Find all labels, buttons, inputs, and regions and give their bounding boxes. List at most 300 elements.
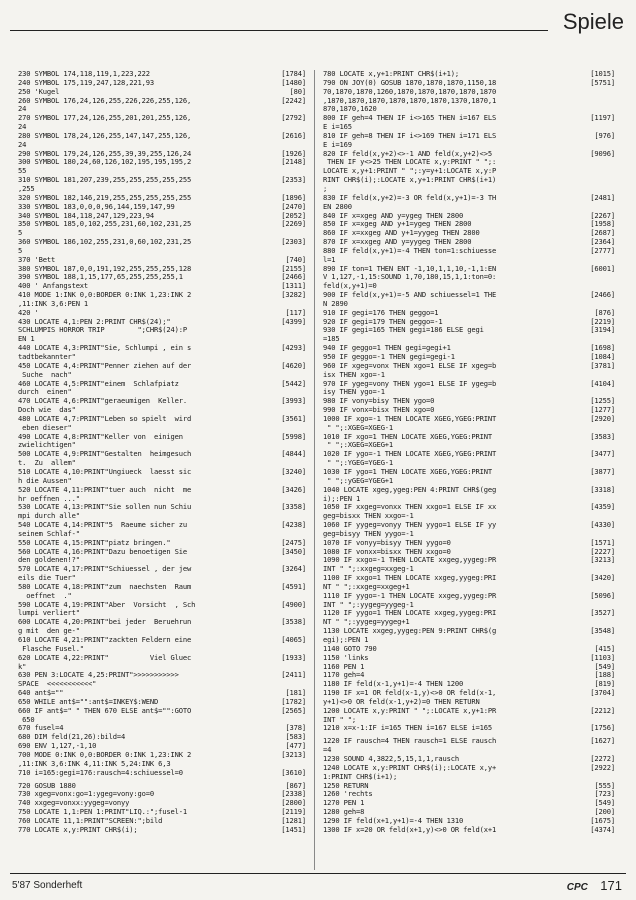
code-text: INT " "; [323, 715, 356, 724]
header-rule [10, 30, 548, 31]
checksum: [1896] [281, 193, 306, 202]
checksum: [1084] [590, 353, 615, 361]
checksum: [3527] [590, 609, 615, 618]
code-line [323, 486, 615, 495]
code-text: 570 LOCATE 4,17:PRINT"Schiuessel , der jew [18, 565, 192, 574]
code-line [18, 265, 306, 274]
code-line [323, 371, 615, 380]
code-text: 1190 IF x=1 OR feld(x-1,y)<>0 OR feld(x-1, [323, 689, 497, 698]
code-line [18, 256, 306, 265]
code-text: 440 LOCATE 4,3:PRINT"Sie, Schlumpi , ein s [18, 344, 192, 353]
checksum: [4591] [281, 582, 306, 591]
code-text: 490 LOCATE 4,8:PRINT"Keller von einigen [18, 432, 183, 441]
checksum: [188] [594, 671, 615, 680]
code-line [323, 70, 615, 79]
code-line [323, 671, 615, 680]
code-line [18, 565, 306, 574]
code-text: l=1 [323, 255, 336, 264]
checksum: [1926] [281, 149, 306, 158]
checksum: [1311] [281, 282, 306, 291]
checksum: [200] [594, 808, 615, 817]
code-text: " ";:YGEG=YGEG-1 [323, 459, 394, 468]
code-line [18, 247, 306, 256]
code-line [323, 282, 615, 291]
code-line [323, 326, 615, 335]
checksum: [3781] [590, 361, 615, 370]
page-footer-right [567, 877, 622, 895]
code-line [323, 176, 615, 185]
code-line [323, 256, 615, 265]
code-text: 1120 IF yygo=1 THEN LOCATE xxgeg,yygeg:PRI [323, 609, 497, 618]
checksum: [1197] [590, 114, 615, 123]
code-line [323, 680, 615, 689]
code-text: k" [18, 662, 27, 671]
checksum: [2466] [281, 273, 306, 282]
code-text: 5 [18, 246, 23, 255]
code-text: 770 LOCATE x,y:PRINT CHR$(i); [18, 825, 138, 834]
checksum: [2475] [281, 538, 306, 547]
code-text: isx THEN xgo=-1 [323, 370, 385, 379]
code-line [18, 212, 306, 221]
code-text: 970 IF ygeg=vony THEN ygo=1 ELSE IF ygeg=b [323, 379, 497, 388]
code-text: 1180 IF feld(x-1,y+1)=-4 THEN 1200 [323, 680, 464, 689]
code-line [323, 380, 615, 389]
code-line [18, 97, 306, 106]
code-line [323, 782, 615, 791]
code-line [18, 105, 306, 114]
code-line [323, 300, 615, 309]
code-text: 640 ant$="" [18, 689, 64, 698]
checksum: [4238] [281, 521, 306, 530]
code-line [323, 773, 615, 782]
code-line [18, 601, 306, 610]
code-line [323, 185, 615, 194]
code-text: 1230 SOUND 4,3822,5,15,1,1,rausch [323, 754, 459, 763]
code-line [18, 556, 306, 565]
code-text: 1070 IF vonyy=bisyy THEN yygo=0 [323, 538, 451, 547]
checksum: [2119] [281, 808, 306, 817]
code-line [323, 318, 615, 327]
code-text: 600 LOCATE 4,20:PRINT"bei jeder Beruehrun [18, 618, 192, 627]
code-text: 250 'Kugel [18, 87, 60, 96]
code-text: 1050 IF xxgeg=vonxx THEN xxgo=1 ELSE IF xx [323, 503, 497, 512]
code-line [323, 424, 615, 433]
code-line [18, 548, 306, 557]
code-text: 580 LOCATE 4,18:PRINT"zum naechsten Raum [18, 582, 192, 591]
code-text: 480 LOCATE 4,7:PRINT"Leben so spielt wird [18, 414, 192, 423]
code-text: 330 SYMBOL 183,0,0,0,96,144,159,147,99 [18, 202, 175, 211]
code-text: EN 2800 [323, 202, 352, 211]
code-text: Doch wie das" [18, 406, 76, 415]
code-line [323, 220, 615, 229]
code-line [323, 636, 615, 645]
checksum: [3194] [590, 326, 615, 335]
code-text: durch einen" [18, 388, 72, 397]
checksum: [2242] [281, 96, 306, 105]
code-text: 670 fusel=4 [18, 724, 64, 733]
checksum: [1571] [590, 538, 615, 547]
code-text: 1290 IF feld(x+1,y+1)=-4 THEN 1310 [323, 816, 464, 825]
code-line [18, 609, 306, 618]
code-text: NT " ";:xxgeg=xxgeg+1 [323, 582, 410, 591]
code-text: 1300 IF x=20 OR feld(x+1,y)<>0 OR feld(x+1 [323, 825, 497, 834]
code-line [323, 583, 615, 592]
code-line [18, 238, 306, 247]
code-line [323, 654, 615, 663]
code-text: den goldenen!?" [18, 556, 80, 565]
code-text: 460 LOCATE 4,5:PRINT"einem Schlafpiatz [18, 379, 179, 388]
code-line [18, 799, 306, 808]
code-text: 650 WHILE ant$="":ant$=INKEY$:WEND [18, 697, 159, 706]
code-line [323, 167, 615, 176]
code-line [323, 592, 615, 601]
code-text: 430 LOCATE 4,1:PEN 2:PRINT CHR$(24);" [18, 317, 171, 326]
code-text: ,11:INK 3,6:PEN 1 [18, 299, 89, 308]
code-text: 620 LOCATE 4,22:PRINT" Viel Gluec [18, 653, 192, 662]
code-text: 550 LOCATE 4,15:PRINT"piatz bringen." [18, 538, 171, 547]
code-line [18, 123, 306, 132]
checksum: [1281] [281, 816, 306, 825]
code-line [18, 318, 306, 327]
code-line [323, 229, 615, 238]
code-text: 400 ' Anfangstext [18, 282, 89, 291]
code-text: 300 SYMBOL 180,24,60,126,102,195,195,195,2 [18, 158, 192, 167]
code-line [323, 203, 615, 212]
code-text: y+1)<>0 OR feld(x-1,y+2)=0 THEN RETURN [323, 697, 480, 706]
code-line [18, 344, 306, 353]
checksum: [3561] [281, 414, 306, 423]
code-line [323, 344, 615, 353]
code-text: 1080 IF vonxx=bisxx THEN xxgo=0 [323, 547, 451, 556]
checksum: [583] [285, 733, 306, 742]
checksum: [2052] [281, 211, 306, 220]
code-line [323, 512, 615, 521]
code-line [18, 627, 306, 636]
code-text: 1030 IF ygo=1 THEN LOCATE XGEG,YGEG:PRINT [323, 467, 492, 476]
code-line [18, 185, 306, 194]
code-line [323, 141, 615, 150]
checksum: [2565] [281, 706, 306, 715]
code-text: 880 IF feld(x,y+1)=-4 THEN ton=1:schiuesse [323, 246, 497, 255]
code-line [18, 70, 306, 79]
code-text: SCHLUMPIS HORROR TRIP ";CHR$(24):P [18, 326, 187, 335]
code-text: RINT CHR$(i);:LOCATE x,y+1:PRINT CHR$(i+1) [323, 176, 497, 185]
checksum: [5096] [590, 591, 615, 600]
checksum: [2269] [281, 220, 306, 229]
section-title: Spiele [562, 9, 624, 34]
code-line [18, 742, 306, 751]
code-text: 1110 IF yygo=-1 THEN LOCATE xxgeg,yygeg:PR [323, 591, 497, 600]
code-line [323, 388, 615, 397]
checksum: [3993] [281, 397, 306, 406]
code-text: mpi durch alle" [18, 512, 80, 521]
code-text: 530 LOCATE 4,13:PRINT"Sie sollen nun Schiu [18, 503, 192, 512]
checksum: [5442] [281, 379, 306, 388]
code-line [323, 433, 615, 442]
code-text: 870,1870,1620 [323, 105, 377, 114]
code-line [18, 808, 306, 817]
code-text: 1150 'links [323, 653, 369, 662]
code-line [18, 309, 306, 318]
code-text: 1000 IF xgo=-1 THEN LOCATE XGEG,YGEG:PRINT [323, 414, 497, 423]
checksum: [1015] [590, 70, 615, 78]
code-text: 590 LOCATE 4,19:PRINT"Aber Vorsicht , Sch [18, 600, 196, 609]
code-text: 420 ' [18, 308, 39, 317]
code-line [18, 114, 306, 123]
code-line [18, 716, 306, 725]
checksum: [4065] [281, 636, 306, 644]
code-text: 890 IF ton=1 THEN ENT -1,10,1,1,10,-1,1:EN [323, 264, 497, 273]
code-line [323, 247, 615, 256]
code-text: LOCATE x,y+1:PRINT " ";:y=y+1:LOCATE x,y:P [323, 167, 497, 176]
code-text: 790 ON JOY(0) GOSUB 1870,1870,1870,1150,18 [323, 78, 497, 87]
code-line [323, 716, 615, 725]
code-text: eils die Tuer" [18, 574, 76, 583]
code-text: 560 LOCATE 4,16:PRINT"Dazu benoetigen Sie [18, 547, 187, 556]
code-text: t. Zu allem" [18, 459, 76, 468]
checksum: [477] [285, 742, 306, 751]
code-text: =185 [323, 335, 340, 344]
checksum: [2148] [281, 158, 306, 167]
code-line [323, 530, 615, 539]
code-line [18, 300, 306, 309]
code-line [323, 548, 615, 557]
code-line [18, 733, 306, 742]
code-line [18, 477, 306, 486]
code-line [18, 229, 306, 238]
code-line [18, 282, 306, 291]
code-text: E i=165 [323, 123, 352, 132]
checksum: [3548] [590, 627, 615, 636]
checksum: [2155] [281, 264, 306, 273]
code-text: eben dieser" [18, 423, 72, 432]
checksum: [2800] [281, 799, 306, 808]
code-line [323, 574, 615, 583]
code-text: 960 IF xgeg=vonx THEN xgo=1 ELSE IF xgeg=b [323, 361, 497, 370]
code-line [18, 406, 306, 415]
code-text: 690 ENV 1,127,-1,10 [18, 742, 97, 751]
code-line [323, 790, 615, 799]
checksum: [2353] [281, 176, 306, 185]
checksum: [3420] [590, 574, 615, 583]
code-text: 680 DIM feld(21,26):bild=4 [18, 733, 126, 742]
checksum: [2267] [590, 211, 615, 220]
code-line [323, 556, 615, 565]
edition-label: 5'87 Sonderheft [12, 880, 83, 891]
code-text: 1260 'rechts [323, 790, 373, 799]
code-text: 1220 IF rausch=4 THEN rausch=1 ELSE rausch [323, 737, 497, 746]
code-text: 810 IF geh=8 THEN IF i<>169 THEN i=171 ELS [323, 131, 497, 140]
code-line [323, 755, 615, 764]
code-line [18, 760, 306, 769]
code-line [18, 388, 306, 397]
code-line [323, 808, 615, 817]
code-line [18, 424, 306, 433]
code-line [323, 406, 615, 415]
code-line [18, 539, 306, 548]
code-text: geg=bisyy THEN yygo=-1 [323, 529, 414, 538]
code-line [323, 737, 615, 746]
code-line [18, 583, 306, 592]
code-text: 270 SYMBOL 177,24,126,255,201,201,255,126, [18, 114, 192, 123]
code-line [18, 468, 306, 477]
code-line [323, 309, 615, 318]
code-line [18, 79, 306, 88]
code-text: 1020 IF ygo=-1 THEN LOCATE XGEG,YGEG:PRINT [323, 450, 497, 459]
code-line [323, 265, 615, 274]
checksum: [4399] [281, 317, 306, 326]
checksum: [819] [594, 680, 615, 689]
code-text: Suche nach" [18, 370, 72, 379]
checksum: [740] [285, 255, 306, 264]
code-text: 1100 IF xxgo=1 THEN LOCATE xxgeg,yygeg:PRI [323, 574, 497, 583]
code-text: N 2890 [323, 299, 348, 308]
code-text: V 1,127,-1,15:SOUND 1,70,180,15,1,1:ton=0: [323, 273, 497, 282]
code-line [18, 486, 306, 495]
checksum: [1255] [590, 397, 615, 406]
checksum: [80] [289, 87, 306, 96]
code-line [18, 291, 306, 300]
code-line [323, 698, 615, 707]
code-text: 850 IF x=xgeg AND y+1=ygeg THEN 2800 [323, 220, 472, 229]
code-text: " ";:yGEG=YGEG+1 [323, 476, 394, 485]
code-text: seinem Schlaf-" [18, 529, 80, 538]
code-text: 520 LOCATE 4,11:PRINT"tuer auch nicht me [18, 485, 192, 494]
code-text: 290 SYMBOL 179,24,126,255,39,39,255,126,24 [18, 149, 192, 158]
code-text: 660 IF ant$=" " THEN 670 ELSE ant$="":GOTO [18, 706, 192, 715]
code-line [18, 353, 306, 362]
code-line [18, 150, 306, 159]
code-line [18, 415, 306, 424]
checksum: [3450] [281, 547, 306, 556]
code-text: 1060 IF yygeg=vonyy THEN yygo=1 ELSE IF yy [323, 521, 497, 530]
checksum: [1675] [590, 816, 615, 825]
checksum: [549] [594, 662, 615, 671]
code-line [18, 88, 306, 97]
code-line [323, 114, 615, 123]
code-text: 840 IF x=xgeg AND y=ygeg THEN 2800 [323, 211, 464, 220]
code-line [323, 724, 615, 733]
code-line [323, 627, 615, 636]
checksum: [4330] [590, 521, 615, 530]
code-text: 340 SYMBOL 184,118,247,129,223,94 [18, 211, 154, 220]
code-line [18, 826, 306, 835]
checksum: [1480] [281, 78, 306, 87]
code-text: isy THEN ygo=-1 [323, 388, 385, 397]
code-text: 980 IF vony=bisy THEN ygo=0 [323, 397, 435, 406]
code-text: INT " ";:xxgeg=xxgeg-1 [323, 565, 414, 574]
code-line [323, 799, 615, 808]
code-line [18, 521, 306, 530]
code-text: 950 IF geggo=-1 THEN gegi=gegi-1 [323, 353, 455, 361]
code-line [18, 176, 306, 185]
code-text: EN 1 [18, 335, 35, 344]
code-text: 230 SYMBOL 174,118,119,1,223,222 [18, 70, 150, 78]
code-line [323, 468, 615, 477]
code-text: egi);:PEN 1 [323, 636, 369, 644]
code-text: 70,1870,1870,1260,1870,1870,1870,1870,1870 [323, 87, 497, 96]
code-line [18, 167, 306, 176]
code-line [18, 592, 306, 601]
code-line [18, 512, 306, 521]
page-number: 171 [600, 878, 622, 893]
code-text: 470 LOCATE 4,6:PRINT"geraeumigen Keller. [18, 397, 187, 406]
code-line [18, 335, 306, 344]
checksum: [2227] [590, 547, 615, 556]
checksum: [5751] [590, 78, 615, 87]
code-text: =4 [323, 746, 332, 755]
checksum: [4900] [281, 600, 306, 609]
code-line [323, 353, 615, 362]
code-line [18, 397, 306, 406]
code-line [323, 689, 615, 698]
listing-column-right [323, 70, 615, 835]
checksum: [1756] [590, 724, 615, 733]
checksum: [2466] [590, 291, 615, 300]
code-line [323, 132, 615, 141]
code-line [18, 663, 306, 672]
checksum: [1277] [590, 406, 615, 415]
checksum: [3583] [590, 432, 615, 441]
code-line [18, 495, 306, 504]
code-line [18, 141, 306, 150]
checksum: [2687] [590, 229, 615, 238]
checksum: [2922] [590, 763, 615, 772]
checksum: [9096] [590, 149, 615, 158]
code-line [323, 601, 615, 610]
code-line [18, 220, 306, 229]
code-text: 310 SYMBOL 181,207,239,255,255,255,255,255 [18, 176, 192, 185]
code-line [323, 495, 615, 504]
code-line [323, 273, 615, 282]
code-text: 350 SYMBOL 185,0,102,255,231,60,102,231,25 [18, 220, 192, 229]
code-text: hr oeffnen ..." [18, 494, 80, 503]
checksum: [2481] [590, 193, 615, 202]
code-text: zwielichtigen" [18, 441, 76, 450]
code-text: geg=bisxx THEN xxgo=-1 [323, 512, 414, 521]
checksum: [1782] [281, 697, 306, 706]
code-line [18, 194, 306, 203]
code-text: Flasche Fusel." [18, 644, 84, 653]
page-header [0, 0, 636, 44]
code-text: " ";:XGEG=XGEG-1 [323, 423, 394, 432]
code-line [323, 212, 615, 221]
checksum: [1958] [590, 220, 615, 229]
code-line [18, 273, 306, 282]
checksum: [976] [594, 131, 615, 140]
checksum: [4293] [281, 344, 306, 353]
code-line [18, 433, 306, 442]
code-text: 780 LOCATE x,y+1:PRINT CHR$(i+1); [323, 70, 459, 78]
checksum: [415] [594, 644, 615, 653]
code-line [323, 335, 615, 344]
code-line [18, 680, 306, 689]
checksum: [3477] [590, 450, 615, 459]
code-line [323, 88, 615, 97]
code-text: feld(x,y+1)=0 [323, 282, 377, 291]
code-text: 1250 RETURN [323, 781, 369, 790]
code-line [18, 459, 306, 468]
code-text: THEN IF y<>25 THEN LOCATE x,y:PRINT " ";: [323, 158, 497, 167]
checksum: [1451] [281, 825, 306, 834]
code-text: 510 LOCATE 4,10:PRINT"Ungiueck laesst sic [18, 467, 192, 476]
checksum: [3318] [590, 485, 615, 494]
code-line [323, 609, 615, 618]
code-text: lumpi verliert" [18, 609, 80, 618]
code-text: 24 [18, 140, 27, 149]
checksum: [2272] [590, 754, 615, 763]
checksum: [2920] [590, 414, 615, 423]
